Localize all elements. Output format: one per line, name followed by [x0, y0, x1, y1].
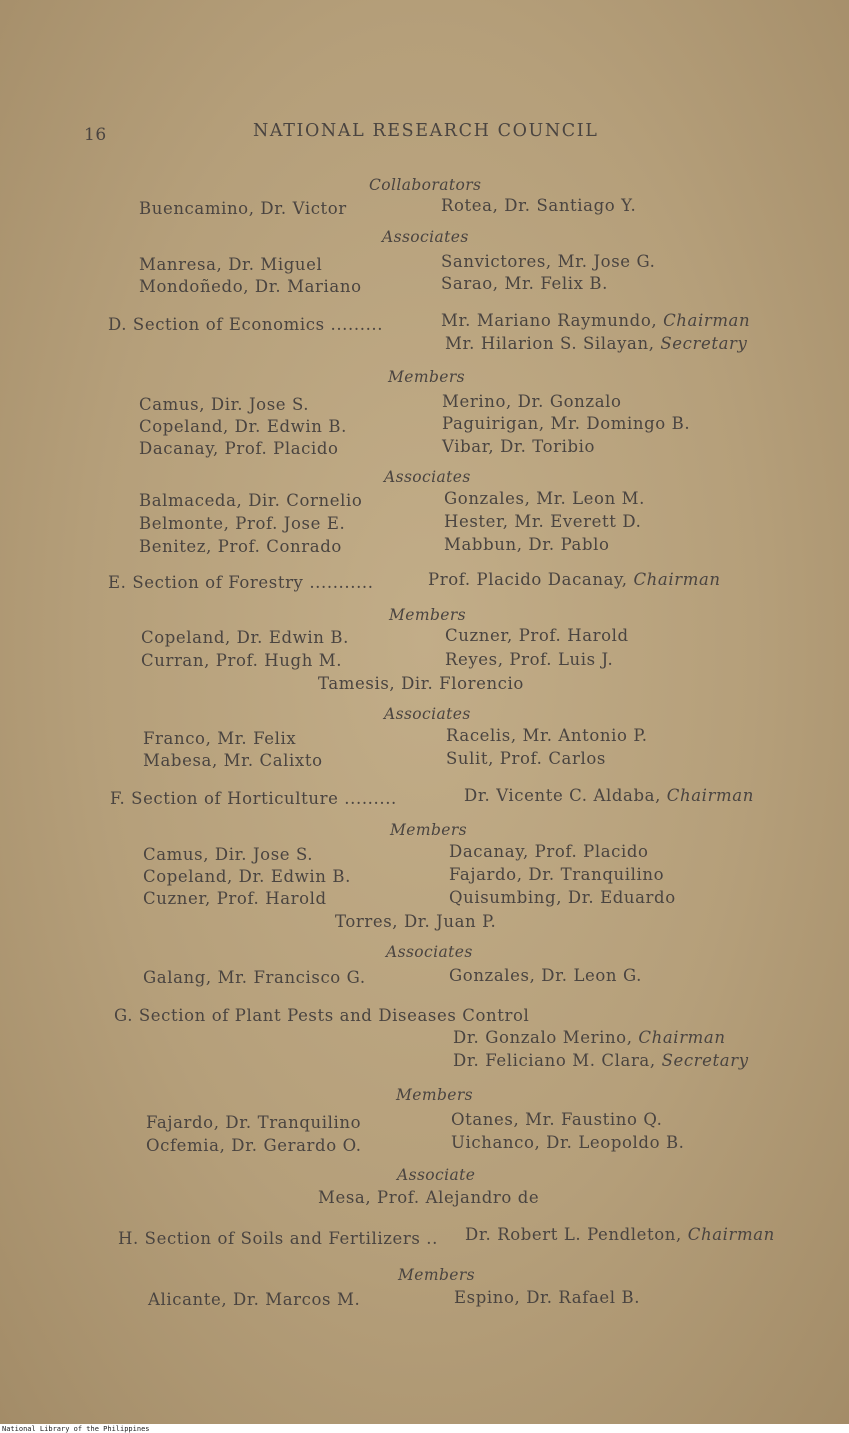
associate-name: Belmonte, Prof. Jose E. [139, 514, 346, 533]
section-d-secretary [445, 334, 747, 354]
member-name: Alicante, Dr. Marcos M. [148, 1290, 361, 1309]
section-d-chairman [441, 311, 750, 331]
associate-name: Hester, Mr. Everett D. [444, 512, 642, 531]
member-name: Copeland, Dr. Edwin B. [143, 867, 351, 886]
section-h-chairman [465, 1225, 775, 1245]
collaborator-name: Buencamino, Dr. Victor [139, 199, 347, 218]
chairman-role: Chairman [633, 570, 721, 589]
member-name: Tamesis, Dir. Florencio [318, 674, 524, 693]
section-g-chairman [453, 1028, 726, 1048]
member-name: Reyes, Prof. Luis J. [445, 650, 614, 669]
member-name: Cuzner, Prof. Harold [445, 626, 629, 645]
associate-name: Sarao, Mr. Felix B. [441, 274, 608, 293]
member-name: Quisumbing, Dr. Eduardo [449, 888, 676, 907]
associate-name: Gonzales, Mr. Leon M. [444, 489, 645, 508]
secretary-role: Secretary [660, 334, 748, 353]
section-g-secretary [453, 1051, 749, 1071]
secretary-name: Mr. Hilarion S. Silayan, [445, 334, 655, 353]
associate-name: Balmaceda, Dir. Cornelio [139, 491, 363, 510]
section-f-label: F. Section of Horticulture ......... [110, 789, 397, 808]
member-name: Camus, Dir. Jose S. [143, 845, 314, 864]
section-g-label: G. Section of Plant Pests and Diseases Control [114, 1006, 530, 1025]
members-heading: Members [398, 1266, 476, 1284]
member-name: Camus, Dir. Jose S. [139, 395, 310, 414]
collaborators-heading: Collaborators [369, 176, 482, 194]
associate-name: Gonzales, Dr. Leon G. [449, 966, 643, 985]
members-heading: Members [390, 821, 468, 839]
chairman-role: Chairman [666, 786, 754, 805]
members-heading: Members [389, 606, 467, 624]
chairman-name: Dr. Vicente C. Aldaba, [464, 786, 661, 805]
associate-name: Racelis, Mr. Antonio P. [446, 726, 648, 745]
chairman-role: Chairman [663, 311, 751, 330]
member-name: Vibar, Dr. Toribio [442, 437, 596, 456]
member-name: Merino, Dr. Gonzalo [442, 392, 622, 411]
associate-name: Mabbun, Dr. Pablo [444, 535, 610, 554]
page-number: 16 [84, 125, 107, 145]
associate-name: Benitez, Prof. Conrado [139, 537, 342, 556]
associates-heading: Associates [382, 228, 469, 246]
member-name: Torres, Dr. Juan P. [335, 912, 497, 931]
member-name: Dacanay, Prof. Placido [139, 439, 339, 458]
member-name: Dacanay, Prof. Placido [449, 842, 649, 861]
associate-name: Mesa, Prof. Alejandro de [318, 1188, 540, 1207]
member-name: Otanes, Mr. Faustino Q. [451, 1110, 663, 1129]
member-name: Espino, Dr. Rafael B. [454, 1288, 641, 1307]
chairman-name: Prof. Placido Dacanay, [428, 570, 628, 589]
section-d-label: D. Section of Economics ......... [108, 315, 384, 334]
section-e-label: E. Section of Forestry ........... [108, 573, 374, 592]
associate-name: Galang, Mr. Francisco G. [143, 968, 366, 987]
section-f-chairman [464, 786, 754, 806]
chairman-name: Dr. Robert L. Pendleton, [465, 1225, 682, 1244]
member-name: Fajardo, Dr. Tranquilino [146, 1113, 362, 1132]
chairman-role: Chairman [687, 1225, 775, 1244]
chairman-name: Mr. Mariano Raymundo, [441, 311, 658, 330]
associate-name: Manresa, Dr. Miguel [139, 255, 323, 274]
associate-name: Sanvictores, Mr. Jose G. [441, 252, 656, 271]
member-name: Copeland, Dr. Edwin B. [139, 417, 347, 436]
member-name: Fajardo, Dr. Tranquilino [449, 865, 665, 884]
collaborator-name: Rotea, Dr. Santiago Y. [441, 196, 637, 215]
chairman-name: Dr. Gonzalo Merino, [453, 1028, 633, 1047]
associate-name: Mabesa, Mr. Calixto [143, 751, 323, 770]
chairman-role: Chairman [638, 1028, 726, 1047]
member-name: Paguirigan, Mr. Domingo B. [442, 414, 691, 433]
members-heading: Members [388, 368, 466, 386]
associate-heading: Associate [397, 1166, 476, 1184]
member-name: Uichanco, Dr. Leopoldo B. [451, 1133, 685, 1152]
member-name: Cuzner, Prof. Harold [143, 889, 327, 908]
footer-credit: National Library of the Philippines [2, 1425, 150, 1433]
associates-heading: Associates [386, 943, 473, 961]
member-name: Copeland, Dr. Edwin B. [141, 628, 349, 647]
secretary-role: Secretary [661, 1051, 749, 1070]
member-name: Ocfemia, Dr. Gerardo O. [146, 1136, 362, 1155]
associates-heading: Associates [384, 468, 471, 486]
associate-name: Mondoñedo, Dr. Mariano [139, 277, 362, 296]
associate-name: Sulit, Prof. Carlos [446, 749, 606, 768]
associate-name: Franco, Mr. Felix [143, 729, 297, 748]
section-e-chairman [428, 570, 721, 590]
members-heading: Members [396, 1086, 474, 1104]
secretary-name: Dr. Feliciano M. Clara, [453, 1051, 656, 1070]
section-h-label: H. Section of Soils and Fertilizers .. [118, 1229, 438, 1248]
member-name: Curran, Prof. Hugh M. [141, 651, 343, 670]
running-head: NATIONAL RESEARCH COUNCIL [253, 121, 599, 141]
associates-heading: Associates [384, 705, 471, 723]
